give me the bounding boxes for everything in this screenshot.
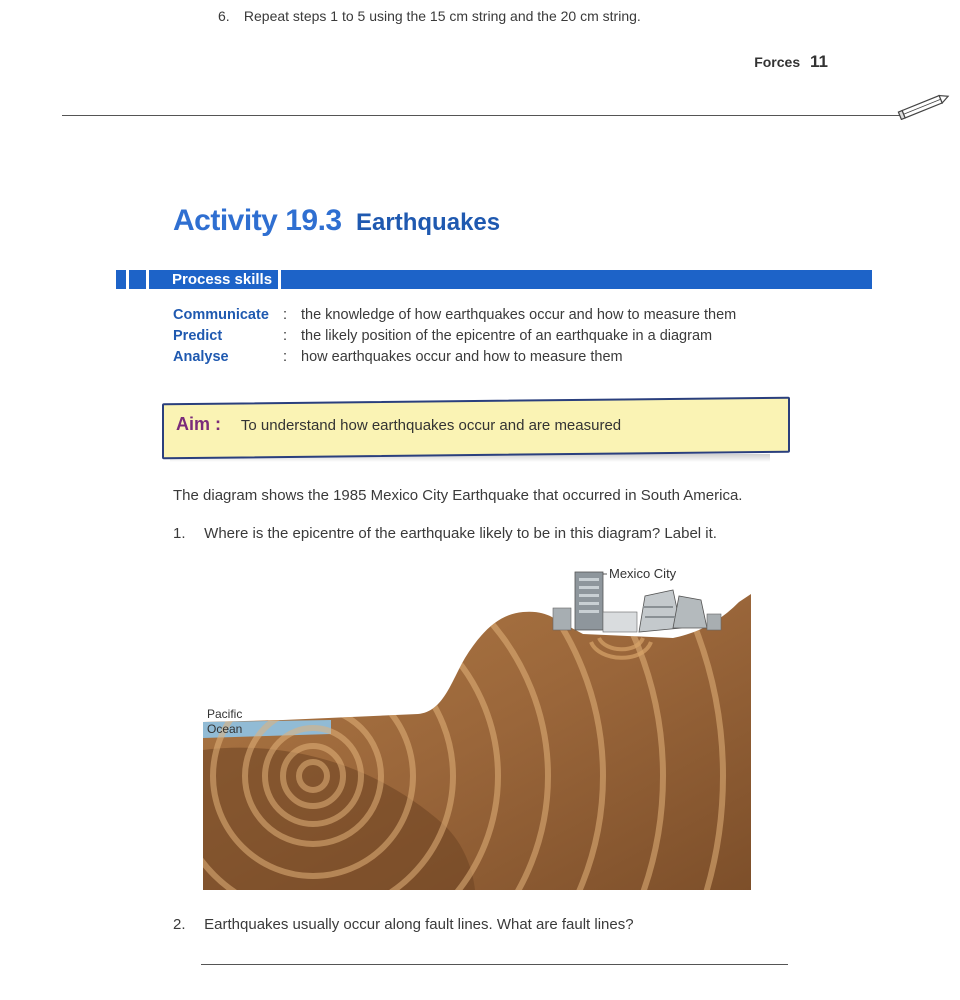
bar-divider [146, 270, 149, 289]
question-number: 1. [173, 525, 186, 542]
process-skills-heading: Process skills [172, 270, 281, 289]
skill-name: Analyse [173, 348, 229, 365]
question-text: Where is the epicentre of the earthquake likely to be in this diagram? Label it. [204, 525, 717, 542]
skill-description: the knowledge of how earthquakes occur and how to measure them [301, 306, 737, 323]
aim-statement [176, 414, 621, 435]
skill-colon: : [283, 348, 288, 365]
page-divider [62, 115, 910, 116]
skill-description: how earthquakes occur and how to measure them [301, 348, 623, 365]
earthquake-diagram[interactable] [203, 562, 751, 890]
skill-description: the likely position of the epicentre of an earthquake in a diagram [301, 327, 713, 344]
skill-colon: : [283, 327, 288, 344]
skill-row [173, 346, 736, 367]
previous-step-text: Repeat steps 1 to 5 using the 15 cm string and the 20 cm string. [243, 8, 641, 24]
question-text: Earthquakes usually occur along fault lines. What are fault lines? [204, 916, 634, 933]
previous-step [218, 8, 641, 24]
activity-name: Earthquakes [356, 209, 501, 236]
intro-text: The diagram shows the 1985 Mexico City Earthquake that occurred in South America. [173, 487, 743, 504]
section-name: Forces [754, 54, 801, 70]
ocean-label-line1: Pacific [207, 707, 243, 721]
skill-name: Predict [173, 327, 223, 344]
activity-title [173, 204, 500, 238]
question-1 [173, 525, 717, 542]
skill-row [173, 304, 736, 325]
aim-text: To understand how earthquakes occur and are measured [240, 417, 622, 434]
aim-label: Aim : [176, 414, 221, 434]
question-number: 2. [173, 916, 186, 933]
bar-divider [126, 270, 129, 289]
question-2 [173, 916, 634, 933]
city-label: Mexico City [609, 566, 677, 581]
skill-colon: : [283, 306, 288, 323]
page-header [754, 52, 828, 72]
skill-row [173, 325, 736, 346]
answer-line[interactable] [201, 964, 788, 965]
page-number: 11 [810, 52, 828, 71]
activity-label: Activity 19.3 [173, 204, 342, 237]
process-skills-list [173, 304, 736, 367]
pencil-icon [896, 92, 952, 120]
previous-step-number: 6. [218, 8, 230, 24]
skill-name: Communicate [173, 306, 269, 323]
city-buildings [553, 572, 721, 632]
ocean-label-line2: Ocean [207, 722, 243, 736]
